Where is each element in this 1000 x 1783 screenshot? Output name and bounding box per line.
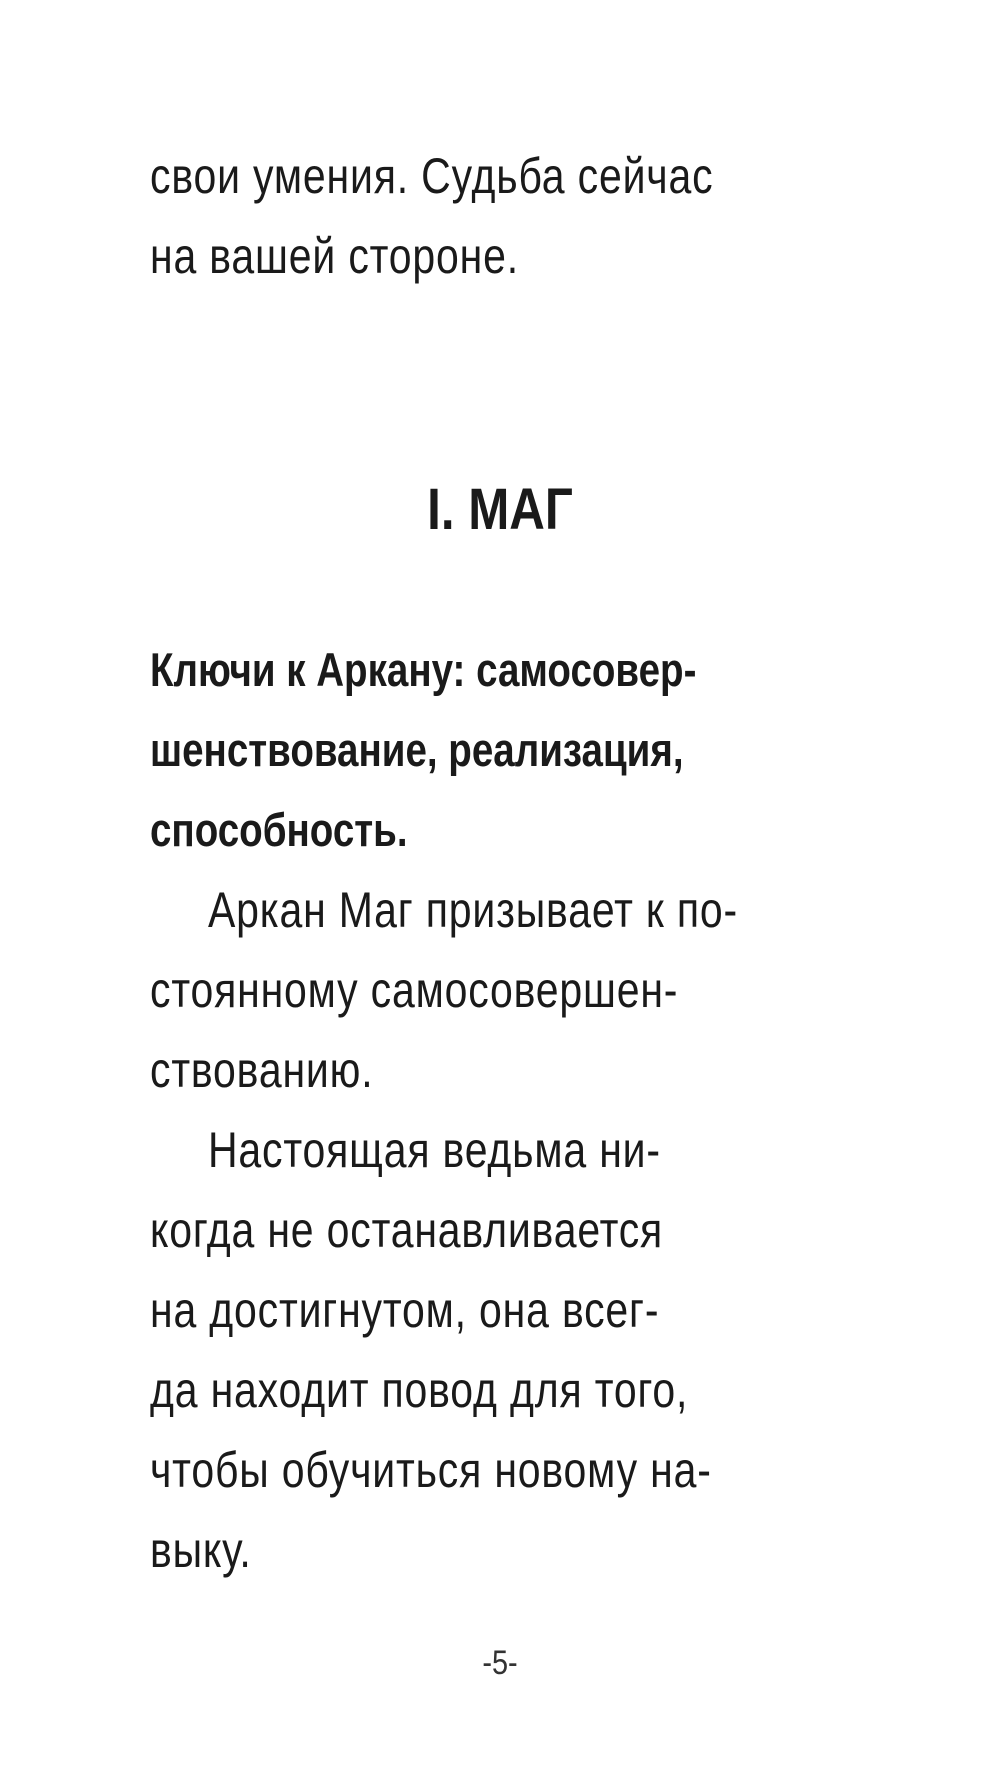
paragraph2-line-2: когда не останавливается — [150, 1202, 664, 1258]
paragraph2-line-3: на достигнутом, она всег- — [150, 1282, 660, 1338]
intro-line-2: на вашей стороне. — [150, 228, 519, 284]
paragraph1-line-3: ствованию. — [150, 1042, 374, 1098]
paragraph2-line-1: Настоящая ведьма ни- — [208, 1122, 661, 1178]
paragraph1-line-1: Аркан Маг призывает к по- — [208, 882, 738, 938]
paragraph2-line-6: выку. — [150, 1522, 252, 1578]
section-title: I. МАГ — [427, 477, 573, 542]
paragraph2-line-5: чтобы обучиться новому на- — [150, 1442, 712, 1498]
keys-line-1: Ключи к Аркану: самосовер- — [150, 643, 697, 696]
keys-line-3: способность. — [150, 803, 408, 856]
page-number: -5- — [482, 1644, 518, 1682]
keys-line-2: шенствование, реализация, — [150, 723, 684, 776]
paragraph1-line-2: стоянному самосовершен- — [150, 962, 679, 1018]
paragraph2-line-4: да находит повод для того, — [150, 1362, 689, 1418]
intro-line-1: свои умения. Судьба сейчас — [150, 148, 714, 204]
